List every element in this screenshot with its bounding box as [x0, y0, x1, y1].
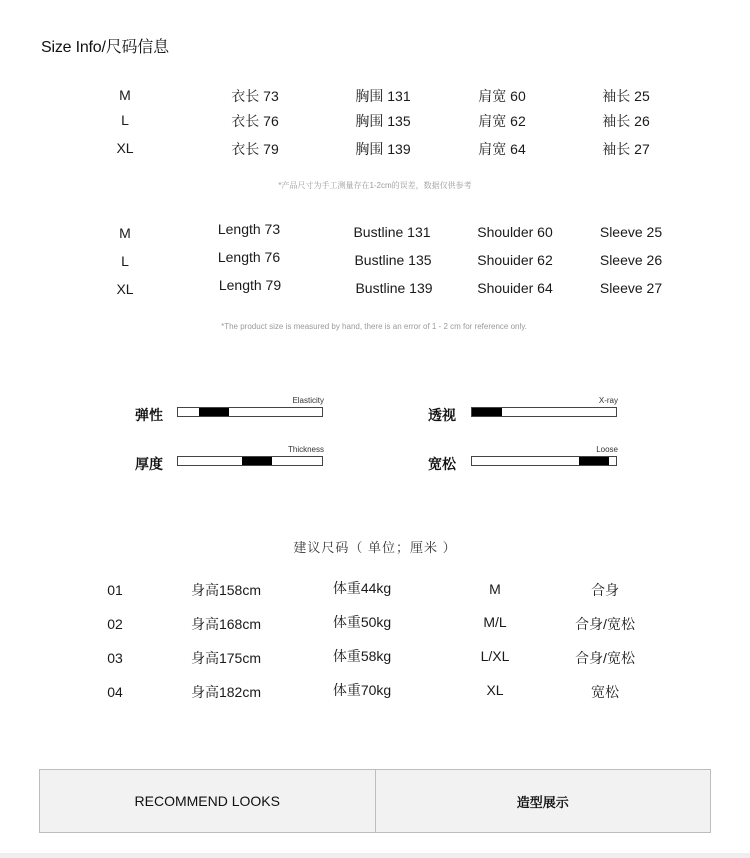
sleeve-value: 袖长 26 — [602, 113, 650, 129]
shoulder-value: Shoulder 60 — [477, 224, 553, 240]
attr-label-thickness: 厚度 — [135, 456, 163, 472]
xray-scale-fill — [472, 408, 502, 416]
sleeve-value: Sleeve 27 — [599, 280, 663, 296]
shoulder-value: 肩宽 60 — [478, 88, 526, 104]
attr-label-xray: 透视 — [428, 407, 456, 423]
size-note-en: *The product size is measured by hand, there is an error of 1 - 2 cm for reference only. — [221, 322, 527, 331]
bust-value: Bustline 135 — [354, 252, 432, 268]
attr-en-loose: Loose — [596, 445, 618, 454]
shoulder-value: Shouider 62 — [477, 252, 553, 268]
length-value: 衣长 76 — [231, 113, 279, 129]
height-value: 身高182cm — [190, 684, 262, 700]
row-number: 01 — [107, 582, 123, 598]
bottom-divider — [0, 853, 750, 858]
shoulder-value: 肩宽 64 — [478, 141, 526, 157]
xray-scale — [471, 407, 617, 417]
elasticity-scale-fill — [199, 408, 229, 416]
size-note-cn: *产品尺寸为手工测量存在1-2cm的误差，数据仅供参考 — [278, 181, 472, 190]
weight-value: 体重50kg — [332, 614, 392, 630]
loose-scale-fill — [579, 457, 609, 465]
shoulder-value: Shouider 64 — [477, 280, 553, 296]
weight-value: 体重58kg — [332, 648, 392, 664]
row-number: 03 — [107, 650, 123, 666]
elasticity-scale — [177, 407, 323, 417]
size-label: XL — [116, 140, 134, 156]
bust-value: Bustline 131 — [353, 224, 431, 240]
attr-en-xray: X-ray — [598, 396, 618, 405]
shoulder-value: 肩宽 62 — [478, 113, 526, 129]
bottom-tabs — [39, 769, 711, 833]
size-label: M — [119, 87, 131, 103]
weight-value: 体重70kg — [332, 682, 392, 698]
length-value: Length 79 — [218, 277, 282, 293]
height-value: 身高158cm — [190, 582, 262, 598]
length-value: Length 76 — [217, 249, 281, 265]
fit-value: 合身/宽松 — [575, 650, 635, 666]
bust-value: 胸围 131 — [355, 88, 411, 104]
length-value: Length 73 — [217, 221, 281, 237]
recommend-looks-button[interactable]: RECOMMEND LOOKS — [40, 770, 375, 832]
bust-value: 胸围 135 — [355, 113, 411, 129]
recommend-title: 建议尺码（ 单位；厘米 ） — [293, 540, 457, 555]
length-value: 衣长 79 — [231, 141, 279, 157]
fit-value: 合身 — [591, 582, 619, 598]
sleeve-value: 袖长 25 — [602, 88, 650, 104]
loose-scale — [471, 456, 617, 466]
size-label: L — [121, 112, 129, 128]
row-number: 04 — [107, 684, 123, 700]
size-value: M/L — [483, 614, 507, 630]
size-value: L/XL — [480, 648, 510, 664]
bust-value: 胸围 139 — [355, 141, 411, 157]
weight-value: 体重44kg — [332, 580, 392, 596]
size-value: XL — [486, 682, 504, 698]
attr-label-loose: 宽松 — [428, 456, 456, 472]
sleeve-value: 袖长 27 — [602, 141, 650, 157]
sleeve-value: Sleeve 26 — [599, 252, 663, 268]
fit-value: 宽松 — [591, 684, 619, 700]
attr-label-elasticity: 弹性 — [135, 407, 163, 423]
size-label: L — [121, 253, 129, 269]
sleeve-value: Sleeve 25 — [599, 224, 663, 240]
fit-value: 合身/宽松 — [575, 616, 635, 632]
attr-en-elasticity: Elasticity — [292, 396, 324, 405]
size-label: M — [119, 225, 131, 241]
row-number: 02 — [107, 616, 123, 632]
size-value: M — [489, 581, 501, 597]
page-title: Size Info/尺码信息 — [41, 39, 169, 56]
size-label: XL — [116, 281, 134, 297]
thickness-scale — [177, 456, 323, 466]
bust-value: Bustline 139 — [355, 280, 433, 296]
length-value: 衣长 73 — [231, 88, 279, 104]
attr-en-thickness: Thickness — [287, 445, 324, 454]
height-value: 身高175cm — [190, 650, 262, 666]
thickness-scale-fill — [242, 457, 272, 465]
height-value: 身高168cm — [190, 616, 262, 632]
styling-button[interactable]: 造型展示 — [375, 770, 711, 832]
